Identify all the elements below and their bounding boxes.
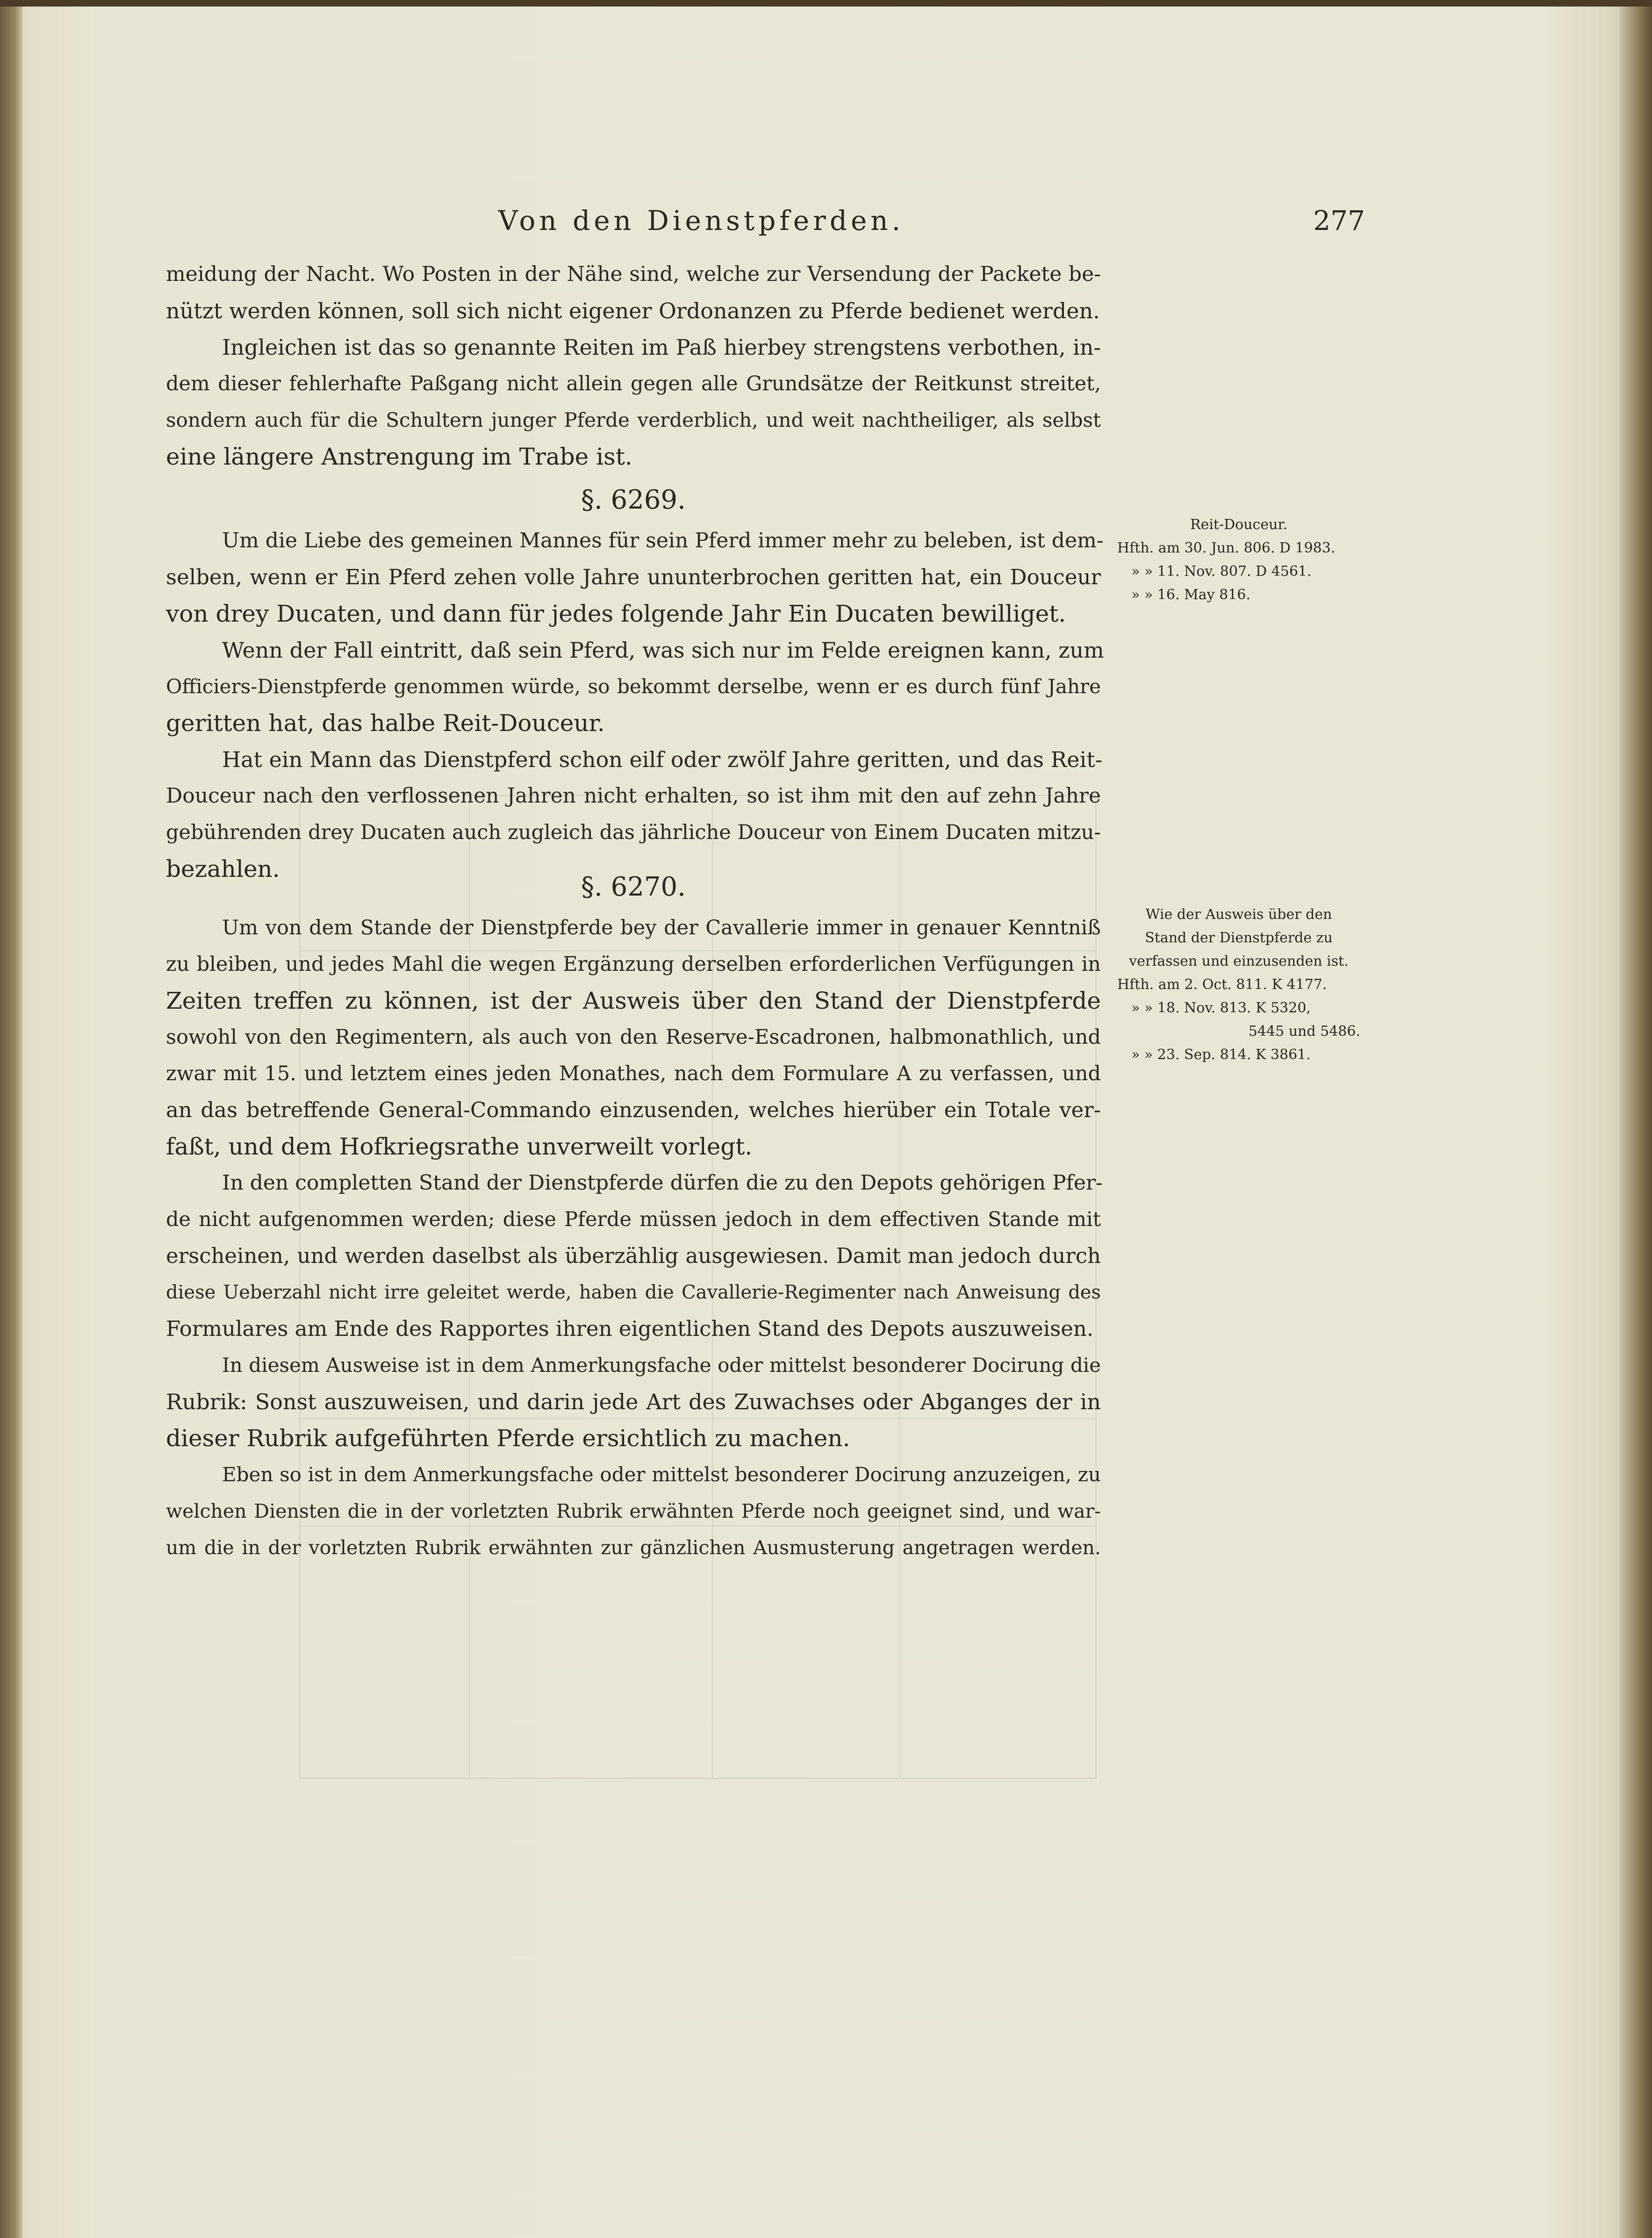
text-line: Douceur nach den verflossenen Jahren nicht erhalten, so ist ihm mit den auf zehn Jahre bbox=[166, 784, 1101, 808]
text-line: de nicht aufgenommen werden; diese Pferde müssen jedoch in dem effectiven Stande mit bbox=[166, 1208, 1101, 1231]
page-edge-shadow bbox=[1619, 0, 1652, 2238]
text-line: Formulares am Ende des Rapportes ihren eigentlichen Stand des Depots auszuweisen. bbox=[166, 1316, 1094, 1341]
text-line: Um die Liebe des gemeinen Mannes für sein Pferd immer mehr zu beleben, ist dem- bbox=[222, 529, 1104, 552]
text-line: In diesem Ausweise ist in dem Anmerkungsfache oder mittelst besonderer Docirung die bbox=[222, 1354, 1101, 1377]
margin-note-reit-douceur bbox=[1117, 513, 1360, 607]
text-line: selben, wenn er Ein Pferd zehen volle Jahre ununterbrochen geritten hat, ein Douceur bbox=[166, 565, 1101, 589]
margin-note-line: » » 16. May 816. bbox=[1131, 587, 1250, 603]
text-line: welchen Diensten die in der vorletzten Rubrik erwähnten Pferde noch geeignet sind, und war- bbox=[166, 1500, 1101, 1522]
page-number: 277 bbox=[1313, 205, 1365, 237]
text-line: Eben so ist in dem Anmerkungsfache oder mittelst besonderer Docirung anzuzeigen, zu bbox=[222, 1463, 1101, 1486]
margin-note-line: Reit-Douceur. bbox=[1190, 516, 1288, 533]
text-line: Officiers-Dienstpferde genommen würde, so bekommt derselbe, wenn er es durch fünf Jahre bbox=[166, 675, 1101, 698]
section-6269-text bbox=[166, 523, 1104, 887]
text-line: dieser Rubrik aufgeführten Pferde ersichtlich zu machen. bbox=[166, 1425, 850, 1452]
text-line: Hat ein Mann das Dienstpferd schon eilf oder zwölf Jahre geritten, und das Reit- bbox=[222, 747, 1103, 772]
running-head: Von den Dienstpferden. bbox=[498, 205, 905, 237]
margin-note-line: Hfth. am 2. Oct. 811. K 4177. bbox=[1117, 976, 1327, 993]
text-line: meidung der Nacht. Wo Posten in der Nähe sind, welche zur Versendung der Packete be- bbox=[166, 262, 1101, 286]
margin-note-line: verfassen und einzusenden ist. bbox=[1129, 953, 1349, 969]
text-line: Ingleichen ist das so genannte Reiten im Paß hierbey strengstens verbothen, in- bbox=[222, 335, 1101, 360]
section-heading-6270: §. 6270. bbox=[581, 872, 686, 902]
text-line: faßt, und dem Hofkriegsrathe unverweilt vorlegt. bbox=[166, 1133, 753, 1160]
text-line: Rubrik: Sonst auszuweisen, und darin jede Art des Zuwachses oder Abganges der in bbox=[166, 1389, 1101, 1414]
margin-note-line: » » 23. Sep. 814. K 3861. bbox=[1131, 1047, 1311, 1063]
text-line: In den completten Stand der Dienstpferde dürfen die zu den Depots gehörigen Pfer- bbox=[222, 1171, 1103, 1195]
text-line: erscheinen, und werden daselbst als überzählig ausgewiesen. Damit man jedoch durch bbox=[166, 1243, 1101, 1268]
text-line: Wenn der Fall eintritt, daß sein Pferd, was sich nur im Felde ereignen kann, zum bbox=[222, 638, 1104, 663]
margin-note-line: » » 11. Nov. 807. D 4561. bbox=[1131, 563, 1312, 580]
text-line: geritten hat, das halbe Reit-Douceur. bbox=[166, 710, 605, 737]
intro-paragraph bbox=[166, 256, 1101, 475]
text-line: bezahlen. bbox=[166, 855, 280, 882]
margin-note-ausweis bbox=[1117, 903, 1360, 1067]
text-line: Zeiten treffen zu können, ist der Ausweis über den Stand der Dienstpferde bbox=[166, 987, 1101, 1014]
margin-note-line: » » 18. Nov. 813. K 5320, bbox=[1131, 1000, 1311, 1016]
text-line: eine längere Anstrengung im Trabe ist. bbox=[166, 443, 632, 470]
text-line: Um von dem Stande der Dienstpferde bey der Cavallerie immer in genauer Kenntniß bbox=[222, 916, 1101, 940]
section-heading-6269: §. 6269. bbox=[581, 485, 686, 515]
text-line: sowohl von den Regimentern, als auch von den Reserve-Escadronen, halbmonathlich, und bbox=[166, 1026, 1101, 1049]
text-line: gebührenden drey Ducaten auch zugleich das jährliche Douceur von Einem Ducaten mitzu- bbox=[166, 821, 1101, 844]
text-line: zwar mit 15. und letztem eines jeden Monathes, nach dem Formulare A zu verfassen, und bbox=[166, 1062, 1101, 1085]
margin-note-line: 5445 und 5486. bbox=[1248, 1023, 1360, 1040]
book-spine-edge bbox=[0, 0, 22, 2238]
margin-note-line: Stand der Dienstpferde zu bbox=[1145, 930, 1333, 946]
margin-note-line: Hfth. am 30. Jun. 806. D 1983. bbox=[1117, 540, 1336, 556]
text-line: zu bleiben, und jedes Mahl die wegen Ergänzung derselben erforderlichen Verfügungen in bbox=[166, 953, 1101, 976]
text-line: sondern auch für die Schultern junger Pferde verderblich, und weit nachtheiliger, als selbst bbox=[166, 409, 1101, 431]
text-line: an das betreffende General-Commando einzusenden, welches hierüber ein Totale ver- bbox=[166, 1097, 1101, 1122]
section-6270-text bbox=[166, 910, 1101, 1566]
text-line: dem dieser fehlerhafte Paßgang nicht allein gegen alle Grundsätze der Reitkunst streitet, bbox=[166, 372, 1101, 395]
text-line: um die in der vorletzten Rubrik erwähnten zur gänzlichen Ausmusterung angetragen werden. bbox=[166, 1536, 1101, 1559]
text-line: von drey Ducaten, und dann für jedes folgende Jahr Ein Ducaten bewilliget. bbox=[166, 600, 1066, 627]
top-edge bbox=[0, 0, 1652, 7]
text-line: diese Ueberzahl nicht irre geleitet werde, haben die Cavallerie-Regimenter nach Anweisung des bbox=[166, 1282, 1101, 1303]
margin-note-line: Wie der Ausweis über den bbox=[1145, 906, 1332, 923]
text-line: nützt werden können, soll sich nicht eigener Ordonanzen zu Pferde bedienet werden. bbox=[166, 298, 1100, 323]
